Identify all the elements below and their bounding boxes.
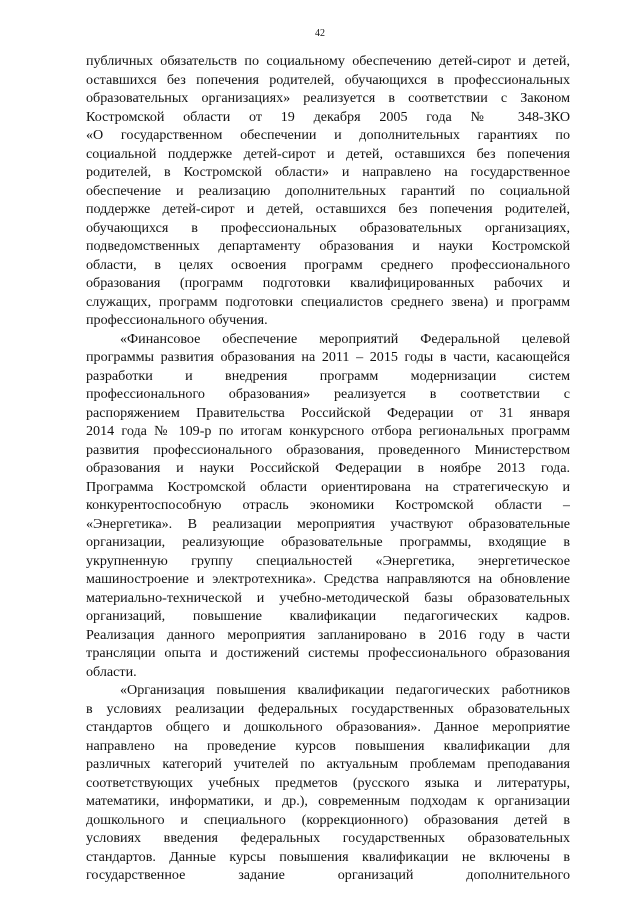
text-line: в условиях реализации федеральных государственных образовательных: [86, 700, 570, 717]
text-line: «Финансовое обеспечение мероприятий Федеральной целевой: [120, 330, 570, 347]
text-line: материально-технической и учебно-методической базы образовательных: [86, 589, 570, 606]
text-line: обеспечение и реализацию дополнительных гарантий по социальной: [86, 182, 570, 199]
text-line: Программа Костромской области ориентирована на стратегическую и: [86, 478, 570, 495]
text-line: Костромской области от 19 декабря 2005 года № 348-ЗКО: [86, 108, 570, 125]
text-line: условиях введения федеральных государственных образовательных: [86, 830, 570, 846]
text-line: распоряжением Правительства Российской Федерации от 31 января: [86, 404, 570, 421]
text-line: организаций, повышение квалификации педагогических кадров.: [86, 608, 570, 624]
text-line: государственное задание организаций дополнительного: [86, 867, 570, 883]
text-line: различных категорий учителей по актуальным проблемам преподавания: [86, 756, 570, 772]
text-line: организации, реализующие образовательные программы, входящие в: [86, 534, 570, 550]
text-line: математики, информатики, и др.), современным подходам к организации: [86, 793, 570, 809]
text-line: машиностроение и электротехника». Средства направляются на обновление: [86, 571, 570, 587]
text-line: направлено на проведение курсов повышения квалификации для: [86, 737, 570, 754]
text-line: дошкольного и специального (коррекционного) образования детей в: [86, 811, 570, 828]
text-line: «Организация повышения квалификации педагогических работников: [120, 682, 570, 698]
text-line: области, в целях освоения программ среднего профессионального: [86, 256, 570, 273]
text-line: родителей, в Костромской области» и направлено на государственное: [86, 164, 570, 180]
text-line: области.: [86, 663, 137, 680]
text-line: социальной поддержке детей-сирот и детей, оставшихся без попечения: [86, 145, 570, 162]
text-line: программы развития образования на 2011 – 2015 годы в части, касающейся: [86, 349, 570, 365]
text-line: разработки и внедрения программ модернизации систем: [86, 367, 570, 384]
text-line: развития профессионального образования, проведенного Министерством: [86, 441, 570, 458]
text-line: стандартов общего и дошкольного образования». Данное мероприятие: [86, 719, 570, 735]
text-line: поддержке детей-сирот и детей, оставшихся без попечения родителей,: [86, 201, 570, 217]
text-line: 2014 года № 109-р по итогам конкурсного отбора региональных программ: [86, 423, 570, 439]
text-line: служащих, программ подготовки специалистов среднего звена) и программ: [86, 293, 570, 310]
text-line: «Энергетика». В реализации мероприятия участвуют образовательные: [86, 515, 570, 532]
text-line: подведомственных департаменту образования и науки Костромской: [86, 238, 570, 254]
text-line: конкурентоспособную отрасль экономики Костромской области –: [86, 497, 570, 513]
text-line: укрупненную группу специальностей «Энергетика, энергетическое: [86, 552, 570, 569]
text-line: «О государственном обеспечении и дополнительных гарантиях по: [86, 127, 570, 143]
text-line: соответствующих учебных предметов (русского языка и литературы,: [86, 774, 570, 791]
body-text: [86, 52, 570, 885]
text-line: Реализация данного мероприятия запланировано в 2016 году в части: [86, 626, 570, 643]
text-line: образования и науки Российской Федерации в ноябре 2013 года.: [86, 460, 570, 476]
page-number: 42: [315, 28, 325, 39]
text-line: образовательных организациях» реализуется в соответствии с Законом: [86, 90, 570, 106]
text-line: стандартов. Данные курсы повышения квалификации не включены в: [86, 848, 570, 865]
text-line: образования (программ подготовки квалифицированных рабочих и: [86, 275, 570, 291]
text-line: профессионального обучения.: [86, 312, 268, 328]
text-line: публичных обязательств по социальному обеспечению детей-сирот и детей,: [86, 53, 570, 69]
text-line: оставшихся без попечения родителей, обучающихся в профессиональных: [86, 71, 570, 88]
text-line: обучающихся в профессиональных образовательных организациях,: [86, 219, 570, 236]
text-line: профессионального образования» реализуется в соответствии с: [86, 386, 570, 402]
text-line: трансляции опыта и достижений системы профессионального образования: [86, 645, 570, 661]
